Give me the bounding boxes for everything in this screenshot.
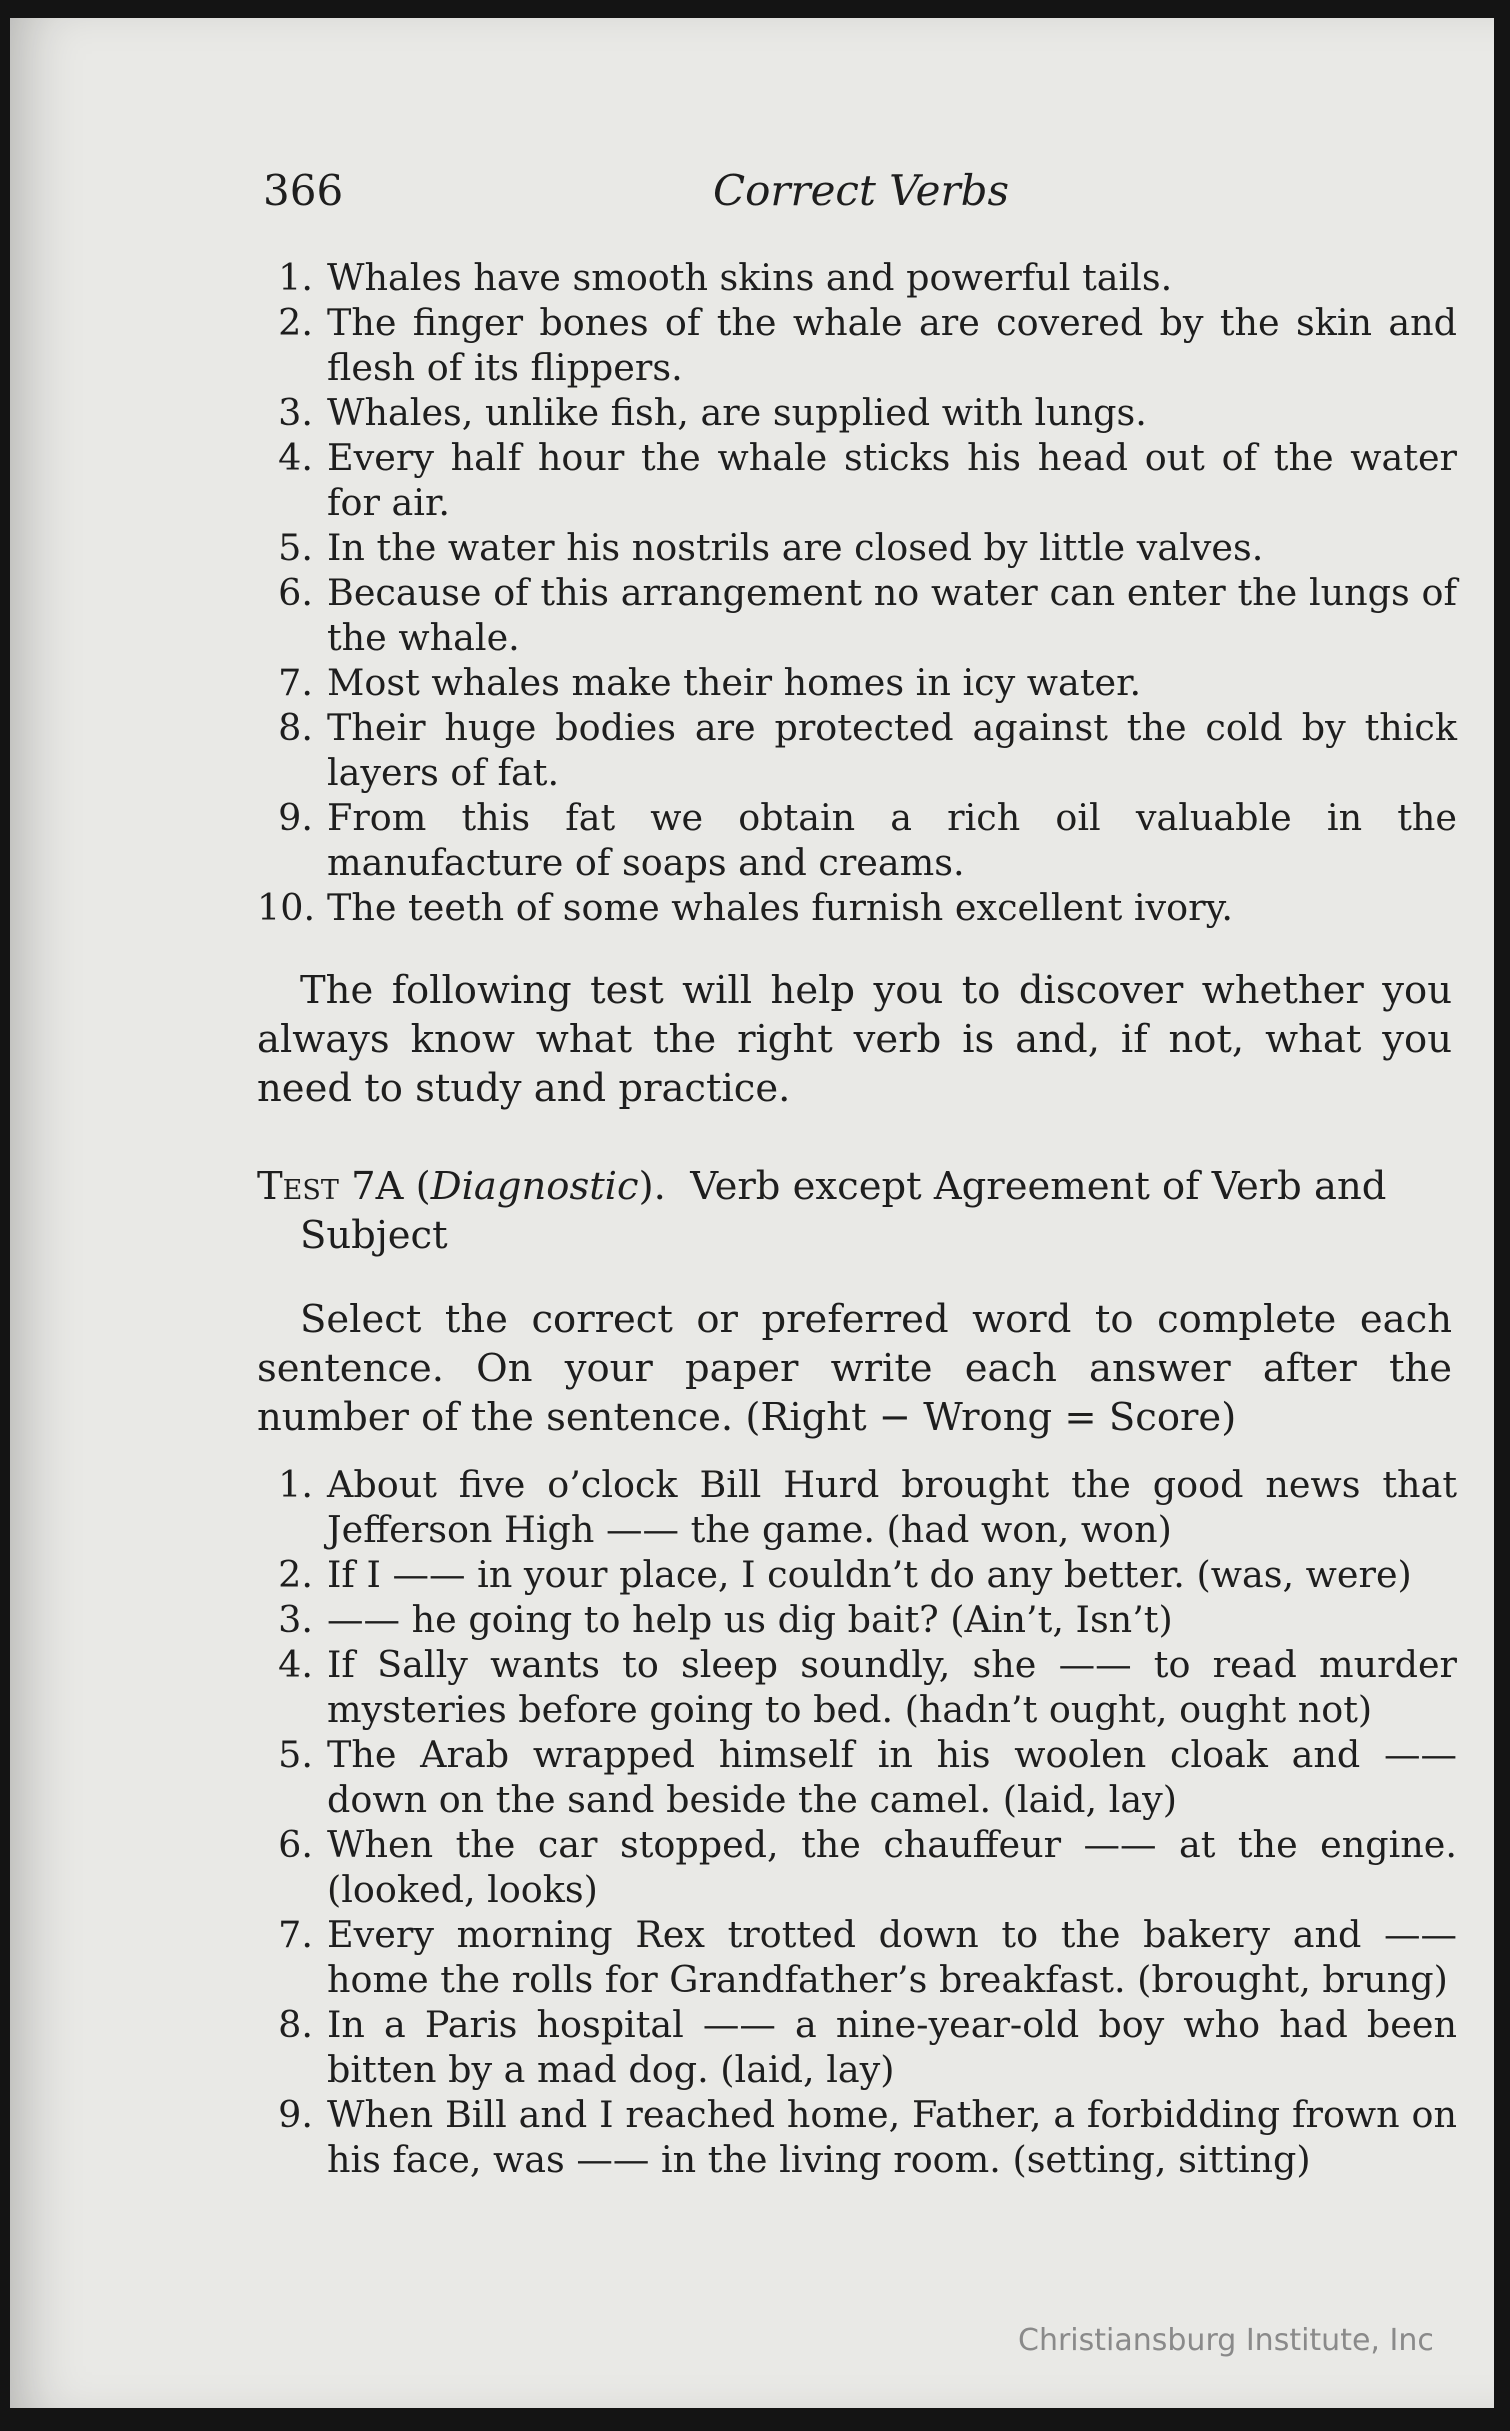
whale-sentence-list <box>257 255 1457 930</box>
list-item <box>257 795 1457 885</box>
item-text: When the car stopped, the chauffeur —— at the engine. (looked, looks) <box>327 1823 1457 1911</box>
list-item <box>257 525 1457 570</box>
item-text: If Sally wants to sleep soundly, she —— to read murder mysteries before going to bed. (hadn’t ought, ought not) <box>327 1643 1457 1731</box>
list-item <box>257 660 1457 705</box>
list-item <box>257 390 1457 435</box>
item-text: Every half hour the whale sticks his head out of the water for air. <box>327 436 1457 524</box>
item-number: 10. <box>257 886 316 929</box>
item-number: 3. <box>278 391 313 434</box>
item-text: —— he going to help us dig bait? (Ain’t, Isn’t) <box>327 1598 1173 1641</box>
page-header <box>253 166 1453 226</box>
item-text: Their huge bodies are protected against the cold by thick layers of fat. <box>327 706 1457 794</box>
list-item <box>257 705 1457 795</box>
test-question-list <box>257 1462 1457 2182</box>
test-title: Verb except Agreement of Verb and Subject <box>300 1164 1387 1258</box>
list-item <box>257 1597 1457 1642</box>
item-number: 4. <box>278 1643 313 1686</box>
list-item <box>257 1552 1457 1597</box>
item-text: If I —— in your place, I couldn’t do any better. (was, were) <box>327 1553 1412 1596</box>
item-number: 7. <box>278 1913 313 1956</box>
list-item <box>257 885 1457 930</box>
test-heading: Test 7A (Diagnostic). Verb except Agreement of Verb and Subject <box>257 1164 1387 1258</box>
item-number: 6. <box>278 1823 313 1866</box>
list-item <box>257 300 1457 390</box>
item-number: 9. <box>278 796 313 839</box>
item-number: 9. <box>278 2093 313 2136</box>
item-text: Because of this arrangement no water can enter the lungs of the whale. <box>327 571 1457 659</box>
list-item <box>257 2002 1457 2092</box>
item-text: In a Paris hospital —— a nine-year-old boy who had been bitten by a mad dog. (laid, lay) <box>327 2003 1457 2091</box>
item-number: 4. <box>278 436 313 479</box>
item-number: 6. <box>278 571 313 614</box>
item-number: 8. <box>278 2003 313 2046</box>
item-number: 7. <box>278 661 313 704</box>
test-instructions: Select the correct or preferred word to complete each sentence. On your paper write each answer after the number of the sentence. (Right − Wrong = Score) <box>257 1297 1452 1440</box>
item-text: Whales have smooth skins and powerful tails. <box>327 256 1173 299</box>
watermark: Christiansburg Institute, Inc <box>1018 2323 1434 2358</box>
item-number: 1. <box>278 256 313 299</box>
list-item <box>257 1822 1457 1912</box>
page-number: 366 <box>263 166 344 215</box>
item-number: 8. <box>278 706 313 749</box>
item-text: Every morning Rex trotted down to the bakery and —— home the rolls for Grandfather’s breakfast. (brought, brung) <box>327 1913 1457 2001</box>
item-text: About five o’clock Bill Hurd brought the good news that Jefferson High —— the game. (had won, won) <box>327 1463 1457 1551</box>
list-item <box>257 255 1457 300</box>
item-number: 1. <box>278 1463 313 1506</box>
item-text: From this fat we obtain a rich oil valuable in the manufacture of soaps and creams. <box>327 796 1457 884</box>
item-text: The Arab wrapped himself in his woolen cloak and —— down on the sand beside the camel. (laid, lay) <box>327 1733 1457 1821</box>
book-page <box>10 18 1494 2408</box>
item-text: The finger bones of the whale are covered by the skin and flesh of its flippers. <box>327 301 1457 389</box>
list-item <box>257 435 1457 525</box>
intro-paragraph: The following test will help you to discover whether you always know what the right verb is and, if not, what you need to study and practice. <box>257 968 1452 1111</box>
list-item <box>257 570 1457 660</box>
item-text: Most whales make their homes in icy water. <box>327 661 1142 704</box>
item-text: When Bill and I reached home, Father, a forbidding frown on his face, was —— in the living room. (setting, sitting) <box>327 2093 1457 2181</box>
list-item <box>257 1642 1457 1732</box>
item-text: The teeth of some whales furnish excellent ivory. <box>327 886 1233 929</box>
list-item <box>257 1732 1457 1822</box>
item-number: 5. <box>278 1733 313 1776</box>
list-item <box>257 2092 1457 2182</box>
item-number: 3. <box>278 1598 313 1641</box>
item-text: Whales, unlike fish, are supplied with lungs. <box>327 391 1147 434</box>
item-number: 2. <box>278 1553 313 1596</box>
list-item <box>257 1912 1457 2002</box>
item-number: 2. <box>278 301 313 344</box>
item-text: In the water his nostrils are closed by little valves. <box>327 526 1264 569</box>
running-title: Correct Verbs <box>713 166 1010 215</box>
test-type: Diagnostic <box>430 1164 639 1209</box>
list-item <box>257 1462 1457 1552</box>
test-label: Test 7A <box>257 1164 404 1209</box>
item-number: 5. <box>278 526 313 569</box>
